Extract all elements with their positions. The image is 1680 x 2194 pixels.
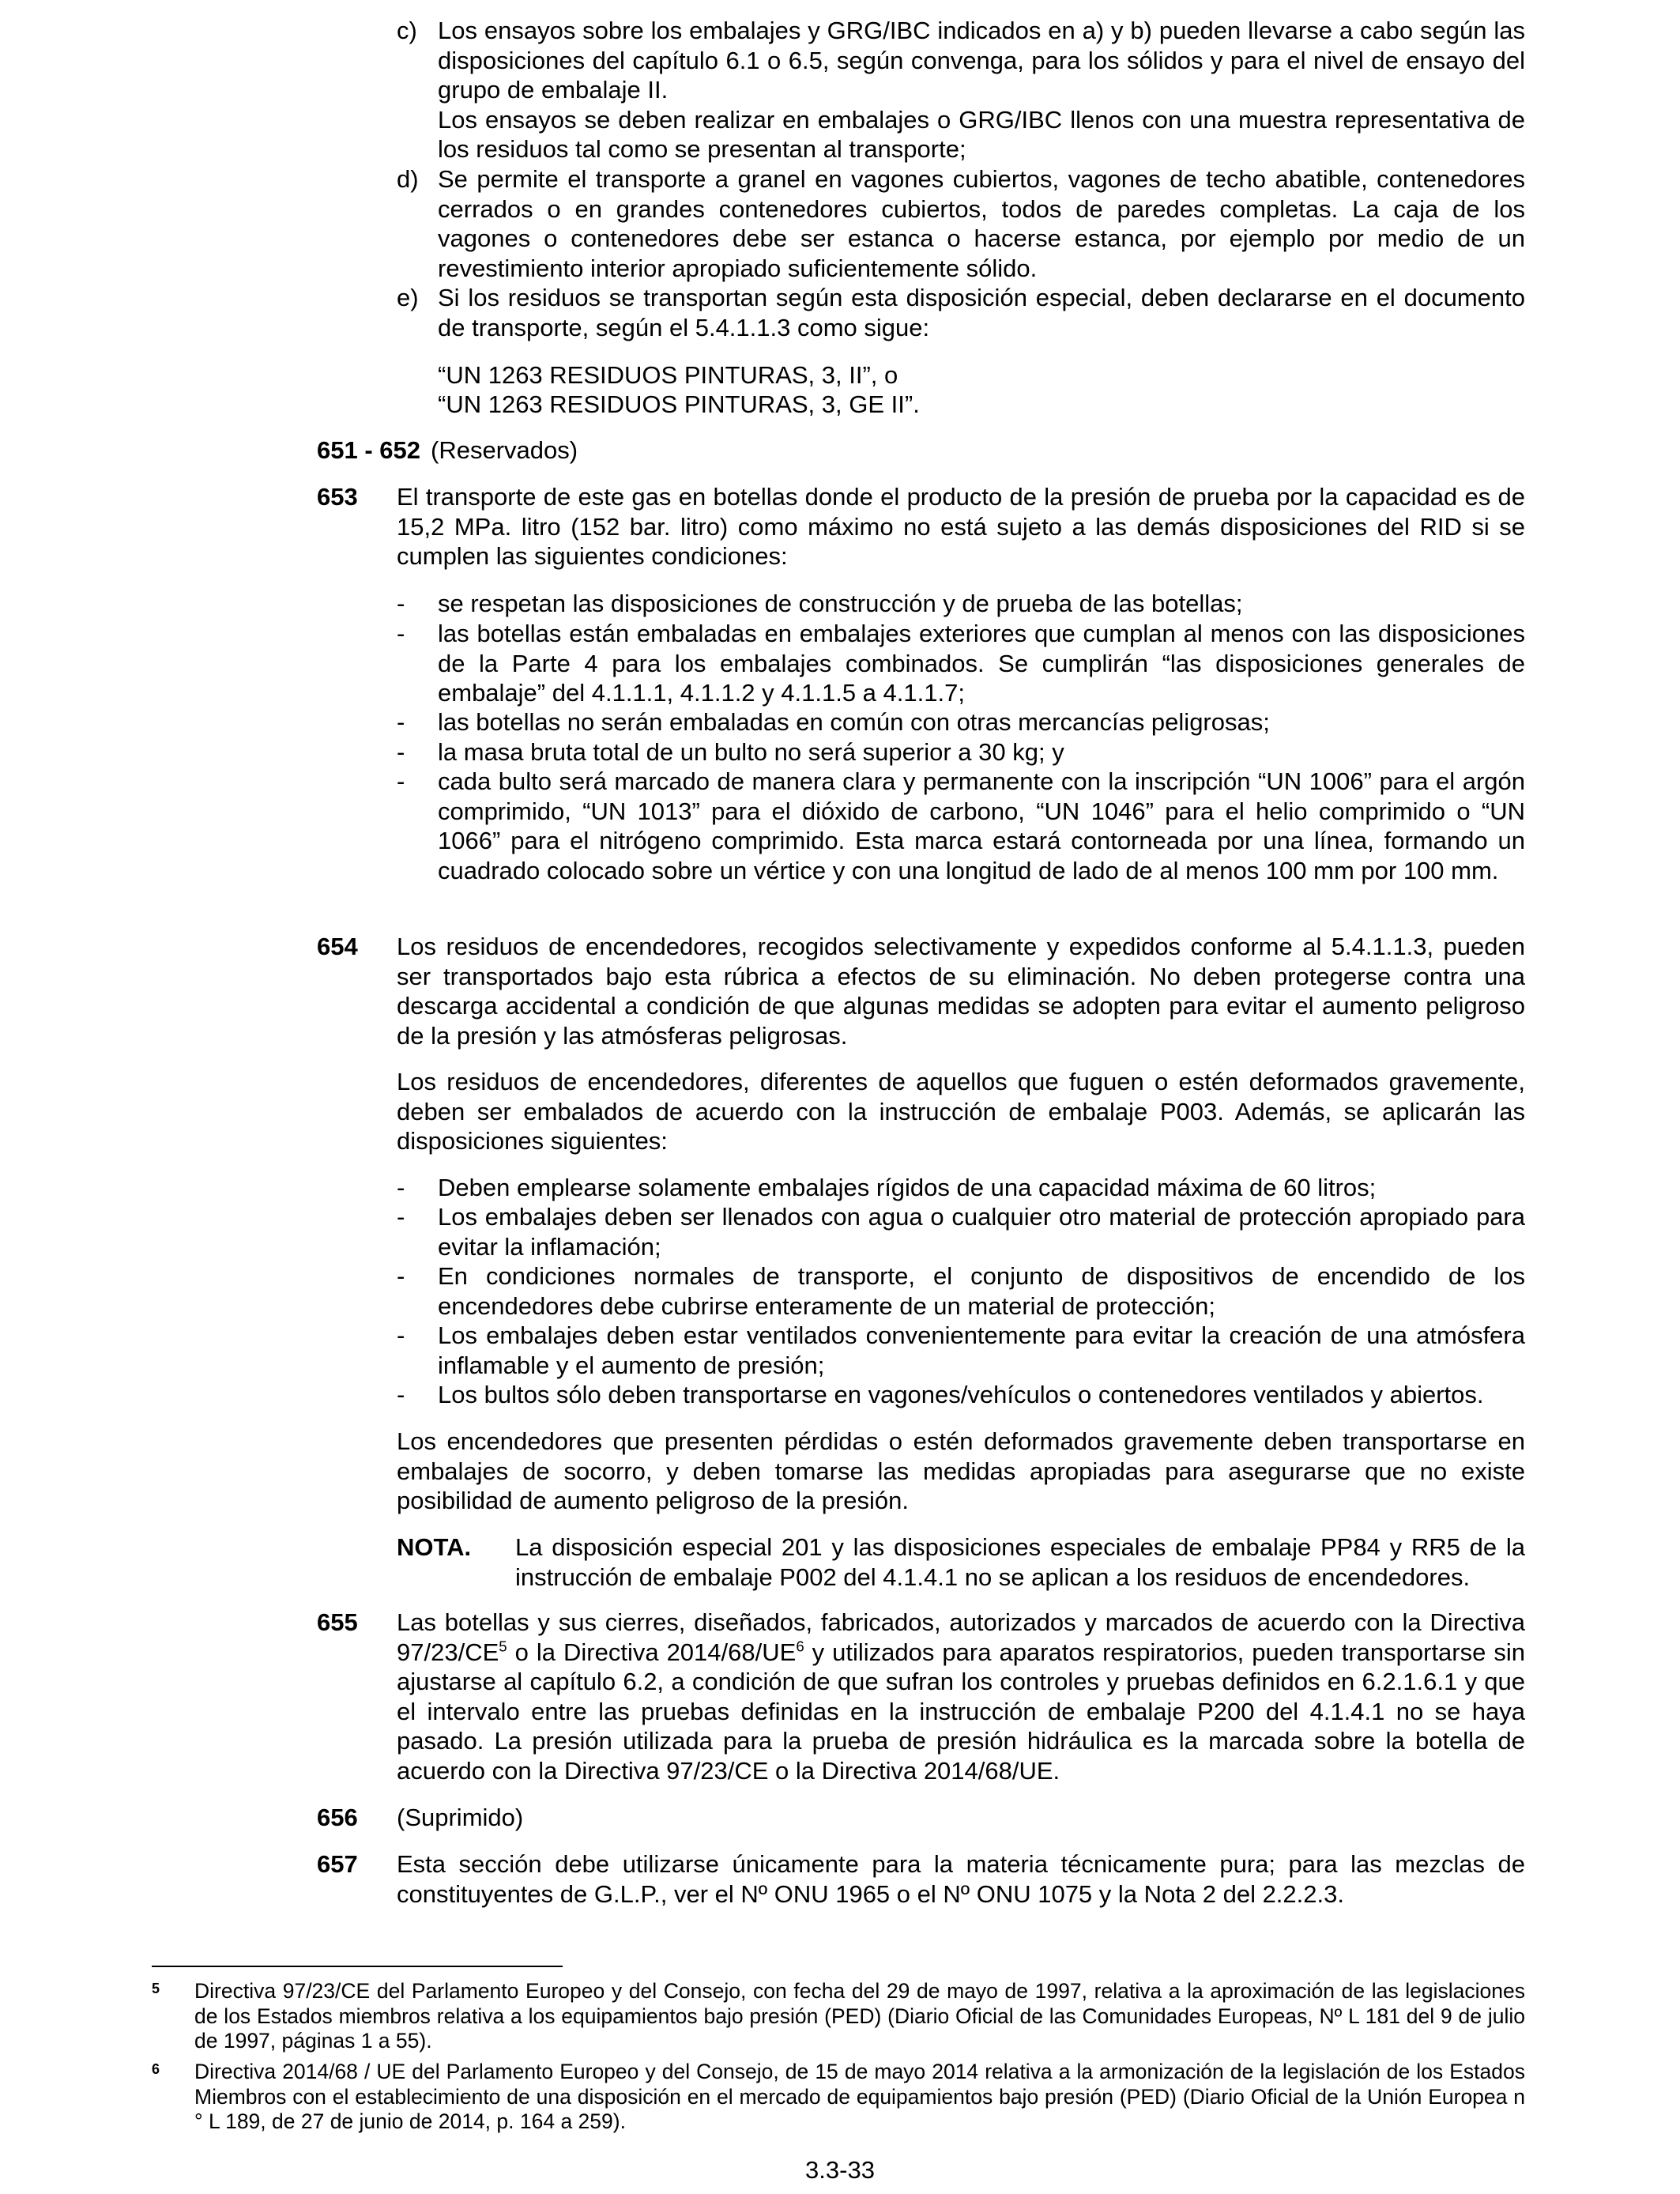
bullet-text: Los bultos sólo deben transportarse en vagones/vehículos o contenedores ventilados y abiertos. <box>438 1381 1484 1408</box>
dash-marker: - <box>397 1262 405 1290</box>
bullet-text: las botellas están embaladas en embalajes exteriores que cumplan al menos con las disposiciones de la Parte 4 para los embalajes combinados. Se cumplirán “las disposiciones generales de embalaje” del 4.1.1.1, 4.1.1.2 y 4.1.1.5 a 4.1.1.7; <box>438 620 1525 707</box>
item-label: c) <box>397 17 417 44</box>
dash-marker: - <box>397 738 405 766</box>
item-text: Si los residuos se transportan según esta disposición especial, deben declararse en el documento de transporte, según el 5.4.1.1.3 como sigue: <box>438 284 1525 341</box>
list-item <box>397 1202 1525 1261</box>
section-text-657: Esta sección debe utilizarse únicamente para la materia técnicamente pura; para las mezclas de constituyentes de G.L.P., ver el Nº ONU 1965 o el Nº ONU 1075 y la Nota 2 del 2.2.2.3. <box>397 1850 1525 1908</box>
section-paragraph-654-3: Los encendedores que presenten pérdidas o estén deformados gravemente deben transportarse en embalajes de socorro, y deben tomarse las medidas apropiadas para asegurarse que no existe posibilidad de aumento peligroso de la presión. <box>397 1427 1525 1514</box>
note-text: La disposición especial 201 y las disposiciones especiales de embalaje PP84 y RR5 de la instrucción de embalaje P002 del 4.1.4.1 no se aplican a los residuos de encendedores. <box>515 1533 1525 1591</box>
un-designation-2: “UN 1263 RESIDUOS PINTURAS, 3, GE II”. <box>438 390 920 418</box>
list-item-e <box>397 283 1525 342</box>
section-number-653: 653 <box>317 483 358 511</box>
list-item <box>397 1321 1525 1380</box>
footnote-5 <box>152 1979 1525 2054</box>
dash-marker: - <box>397 1203 405 1231</box>
section-text-655: Las botellas y sus cierres, diseñados, fabricados, autorizados y marcados de acuerdo con la Directiva $97/23/CE^5$ o la Directiva $2014/68/UE^6$ y utilizados para aparatos respiratorios, pueden transportarse sin ajustarse al capítulo 6.2, a condición de que sufran los controles y pruebas definidos en 6.2.1.6.1 y que el intervalo entre las pruebas definidas en la instrucción de embalaje P200 del 4.1.4.1 no se haya pasado. La presión utilizada para la prueba de presión hidráulica es la marcada sobre la botella de acuerdo con la Directiva 97/23/CE o la Directiva 2014/68/UE. <box>397 1608 1525 1785</box>
page-number: 3.3-33 <box>805 2156 875 2184</box>
bullet-text: Los embalajes deben estar ventilados convenientemente para evitar la creación de una atmósfera inflamable y el aumento de presión; <box>438 1321 1525 1379</box>
list-item <box>397 1173 1525 1203</box>
bullet-text: Deben emplearse solamente embalajes rígidos de una capacidad máxima de 60 litros; <box>438 1174 1377 1201</box>
dash-marker: - <box>397 708 405 736</box>
section-paragraph-654-2: Los residuos de encendedores, diferentes de aquellos que fuguen o estén deformados gravemente, deben ser embalados de acuerdo con la instrucción de embalaje P003. Además, se aplicarán las disposiciones siguientes: <box>397 1068 1525 1155</box>
dash-marker: - <box>397 1321 405 1349</box>
footnote-text: Directiva 97/23/CE del Parlamento Europeo y del Consejo, con fecha del 29 de mayo de 1997, relativa a la aproximación de las legislaciones de los Estados miembros relativa a los equipamientos bajo presión (PED) (Diario Oficial de las Comunidades Europeas, Nº L 181 del 9 de julio de 1997, páginas 1 a 55). <box>194 1979 1525 2053</box>
item-label: e) <box>397 284 419 311</box>
section-text-656: (Suprimido) <box>397 1804 524 1831</box>
section-intro-653: El transporte de este gas en botellas donde el producto de la presión de prueba por la capacidad es de 15,2 MPa. litro (152 bar. litro) como máximo no está sujeto a las demás disposiciones del RID si se cumplen las siguientes condiciones: <box>397 483 1525 570</box>
section-number-651: 651 - 652 <box>317 436 420 464</box>
list-item <box>397 1380 1525 1410</box>
list-item <box>397 767 1525 885</box>
note-label: NOTA. <box>397 1533 472 1561</box>
dash-marker: - <box>397 767 405 795</box>
dash-marker: - <box>397 590 405 617</box>
section-paragraph-654-1: Los residuos de encendedores, recogidos selectivamente y expedidos conforme al 5.4.1.1.3, pueden ser transportados bajo esta rúbrica a efectos de su eliminación. No deben protegerse contra una descarga accidental a condición de que algunas medidas se adopten para evitar el aumento peligroso de la presión y las atmósferas peligrosas. <box>397 933 1525 1050</box>
bullet-text: las botellas no serán embaladas en común con otras mercancías peligrosas; <box>438 708 1270 736</box>
list-item <box>397 707 1525 737</box>
bullet-text: En condiciones normales de transporte, el conjunto de dispositivos de encendido de los encendedores debe cubrirse enteramente de un material de protección; <box>438 1262 1525 1320</box>
list-item-c <box>397 16 1525 164</box>
footnote-separator <box>152 1966 563 1967</box>
footnote-ref-6[interactable]: 6 <box>796 1638 804 1655</box>
section-text-651: (Reservados) <box>431 436 578 464</box>
bullet-text: cada bulto será marcado de manera clara y permanente con la inscripción “UN 1006” para el argón comprimido, “UN 1013” para el dióxido de carbono, “UN 1046” para el helio comprimido o “UN 1066” para el nitrógeno comprimido. Esta marca estará contorneada por una línea, formando un cuadrado colocado sobre un vértice y con una longitud de lado de al menos 100 mm por 100 mm. <box>438 767 1525 884</box>
item-label: d) <box>397 165 419 193</box>
footnote-ref-5[interactable]: 5 <box>499 1638 507 1655</box>
note-block <box>397 1532 1525 1592</box>
footnote-6 <box>152 2060 1525 2135</box>
footnote-mark: 5 <box>152 1981 160 1996</box>
dash-marker: - <box>397 1174 405 1201</box>
un-designation-1: “UN 1263 RESIDUOS PINTURAS, 3, II”, o <box>438 361 898 389</box>
footnote-mark: 6 <box>152 2061 160 2077</box>
item-text: Se permite el transporte a granel en vagones cubiertos, vagones de techo abatible, contenedores cerrados o en grandes contenedores cubiertos, todos de paredes completas. La caja de los vagones o contenedores debe ser estanca o hacerse estanca, por ejemplo por medio de un revestimiento interior apropiado suficientemente sólido. <box>438 165 1525 282</box>
dash-marker: - <box>397 620 405 647</box>
bullet-text: Los embalajes deben ser llenados con agua o cualquier otro material de protección apropiado para evitar la inflamación; <box>438 1203 1525 1261</box>
bullet-text: se respetan las disposiciones de construcción y de prueba de las botellas; <box>438 590 1243 617</box>
list-item-d <box>397 164 1525 283</box>
bullet-text: la masa bruta total de un bulto no será superior a 30 kg; y <box>438 738 1064 766</box>
section-number-657: 657 <box>317 1850 358 1878</box>
item-text: Los ensayos se deben realizar en embalajes o GRG/IBC llenos con una muestra representativa de los residuos tal como se presentan al transporte; <box>438 105 1525 163</box>
list-item <box>397 589 1525 619</box>
section-number-654: 654 <box>317 933 358 960</box>
list-item <box>397 737 1525 767</box>
footnote-text: Directiva 2014/68 / UE del Parlamento Europeo y del Consejo, de 15 de mayo 2014 relativa a la armonización de la legislación de los Estados Miembros con el establecimiento de una disposición en el mercado de equipamientos bajo presión (PED) (Diario Oficial de la Unión Europea n ° L 189, de 27 de junio de 2014, p. 164 a 259). <box>194 2060 1525 2133</box>
section-number-655: 655 <box>317 1608 358 1636</box>
list-item <box>397 619 1525 708</box>
item-text: Los ensayos sobre los embalajes y GRG/IBC indicados en a) y b) pueden llevarse a cabo según las disposiciones del capítulo 6.1 o 6.5, según convenga, para los sólidos y para el nivel de ensayo del grupo de embalaje II. <box>438 17 1525 104</box>
list-item <box>397 1261 1525 1321</box>
section-number-656: 656 <box>317 1804 358 1831</box>
dash-marker: - <box>397 1381 405 1408</box>
